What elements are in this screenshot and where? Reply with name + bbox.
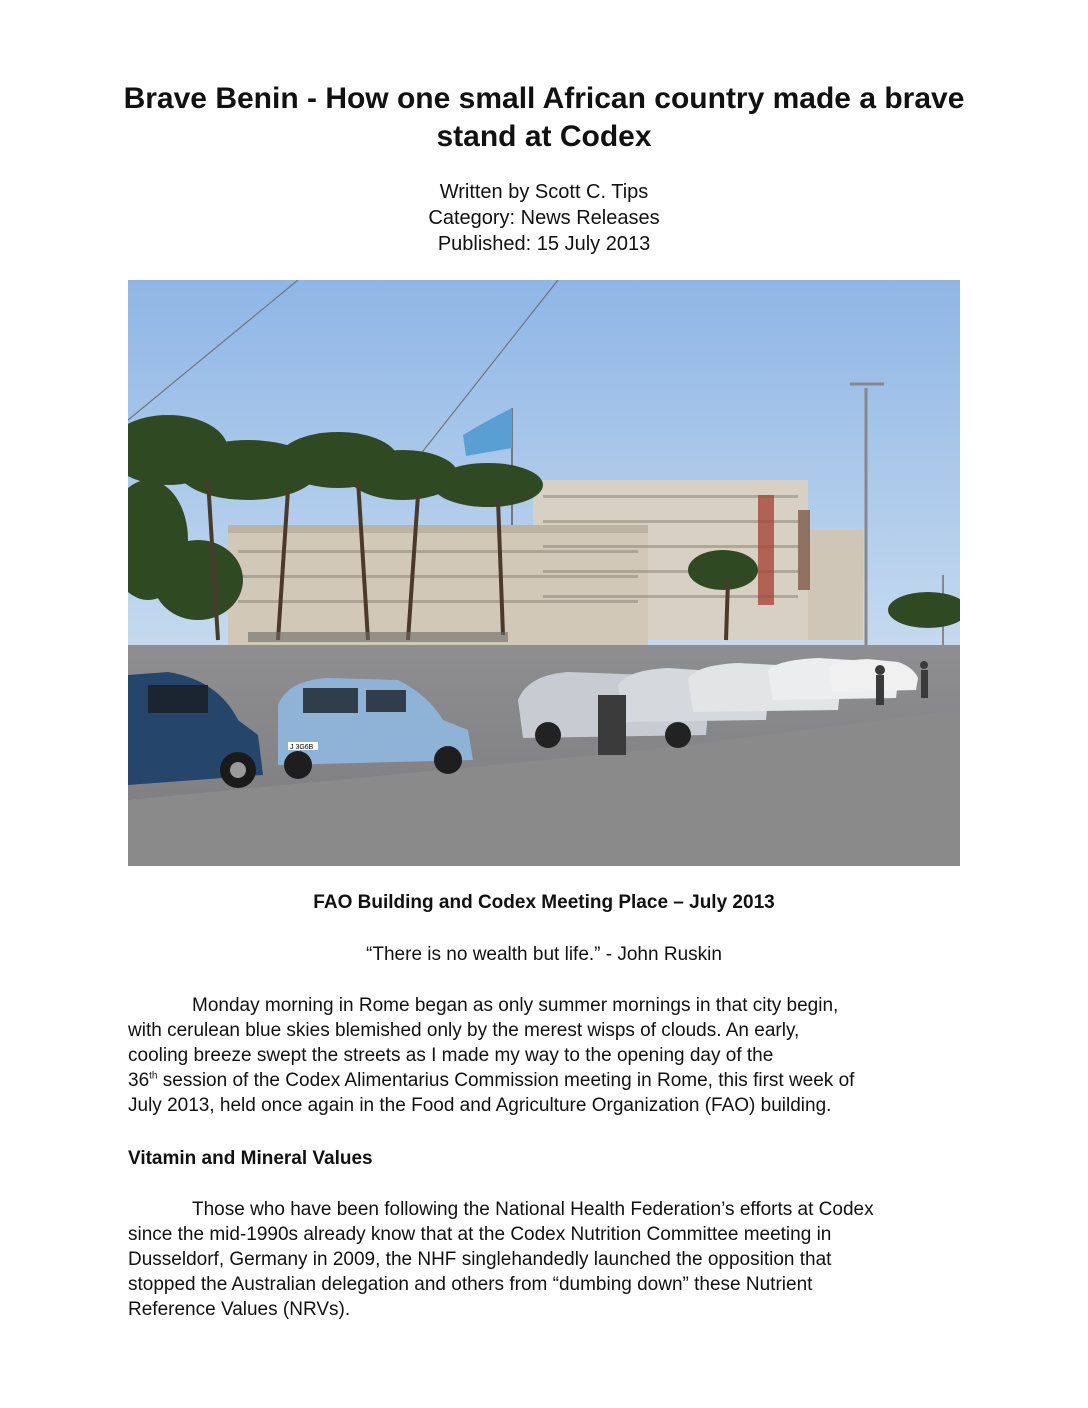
paragraph-line: Dusseldorf, Germany in 2009, the NHF singlehandedly launched the opposition that	[128, 1249, 832, 1270]
paragraph-line: 36th session of the Codex Alimentarius Commission meeting in Rome, this first week of	[128, 1070, 855, 1091]
epigraph-quote: “There is no wealth but life.” - John Ruskin	[366, 944, 722, 965]
paragraph-line: Monday morning in Rome began as only summer mornings in that city begin,	[192, 995, 839, 1016]
paragraph-line: July 2013, held once again in the Food and Agriculture Organization (FAO) building.	[128, 1095, 832, 1116]
figure-caption: FAO Building and Codex Meeting Place – July 2013	[313, 892, 775, 913]
trash-bin	[598, 695, 626, 755]
fao-building-photo	[128, 280, 960, 866]
paragraph-line: since the mid-1990s already know that at the Codex Nutrition Committee meeting in	[128, 1224, 832, 1245]
author-line: Written by Scott C. Tips	[439, 181, 649, 203]
paragraph-opening	[128, 993, 968, 1118]
pedestrians	[248, 632, 508, 642]
published-line: Published: 15 July 2013	[437, 233, 651, 255]
article-meta	[200, 179, 888, 257]
paragraph-line: stopped the Australian delegation and others from “dumbing down” these Nutrient	[128, 1274, 813, 1295]
paragraph-line: with cerulean blue skies blemished only by the merest wisps of clouds. An early,	[128, 1020, 800, 1041]
paragraph-line: cooling breeze swept the streets as I made my way to the opening day of the	[128, 1045, 774, 1066]
category-line: Category: News Releases	[428, 207, 660, 229]
section-heading: Vitamin and Mineral Values	[128, 1148, 373, 1169]
license-plate: J 3G6B	[290, 744, 314, 751]
paragraph-nhf	[128, 1197, 968, 1322]
article-title: Brave Benin - How one small African country made a brave stand at Codex	[123, 82, 965, 153]
paragraph-line: Those who have been following the National Health Federation’s efforts at Codex	[192, 1199, 874, 1220]
paragraph-line: Reference Values (NRVs).	[128, 1299, 351, 1320]
